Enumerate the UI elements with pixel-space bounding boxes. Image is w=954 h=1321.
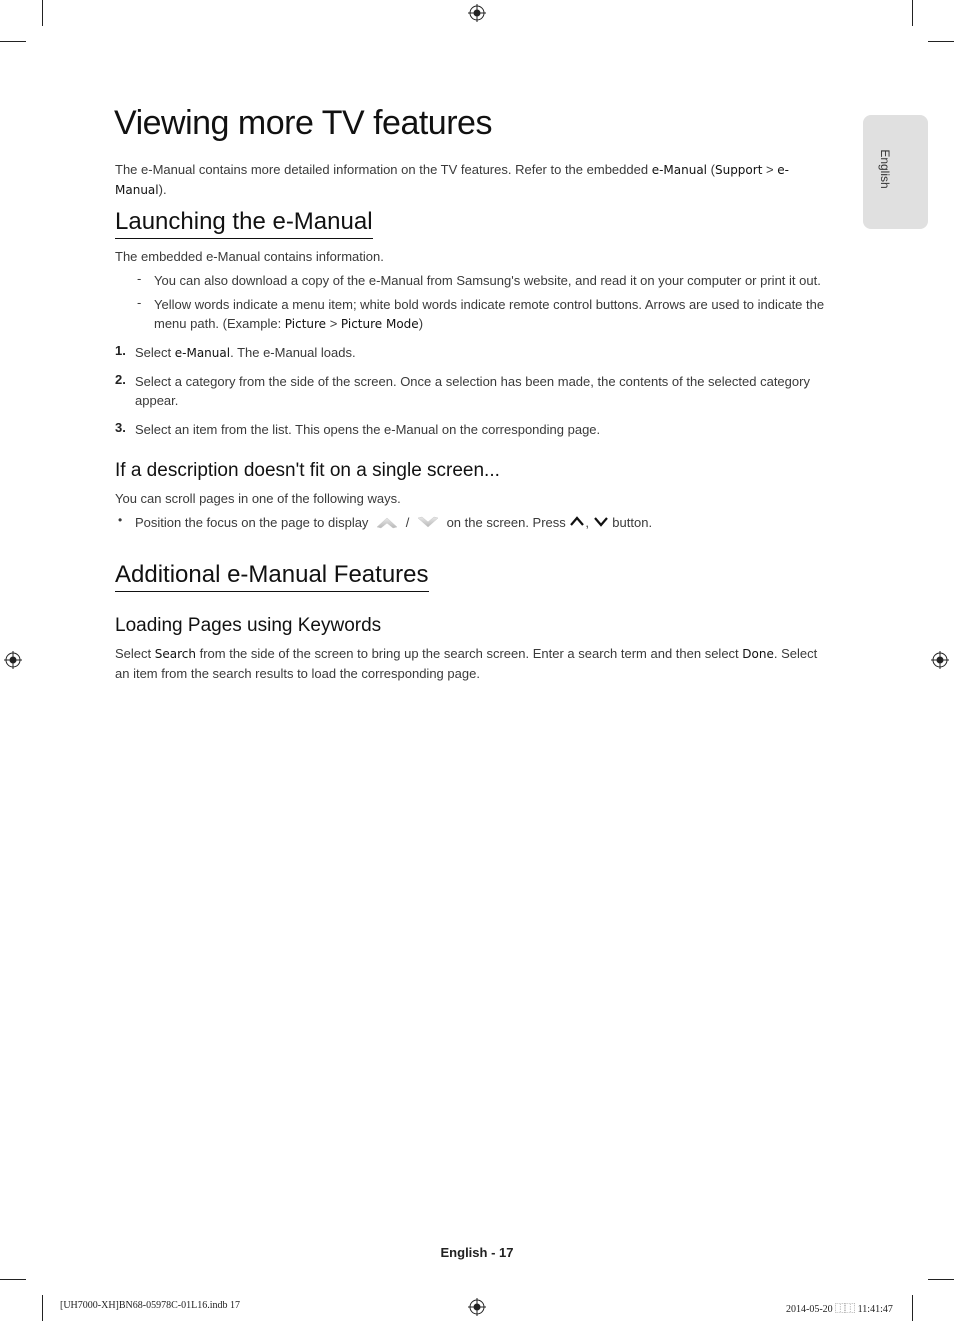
keywords-text-a: Select (115, 646, 155, 661)
intro-paragraph (115, 160, 840, 200)
note-colors (154, 295, 844, 334)
down-arrow-button-icon (593, 515, 609, 527)
registration-mark-icon (4, 651, 22, 669)
registration-mark-icon (468, 1298, 486, 1316)
step-1-text-end: . The e-Manual loads. (230, 345, 356, 360)
menu-separator: > (762, 162, 778, 177)
crop-mark (912, 1295, 913, 1321)
subheading-keywords: Loading Pages using Keywords (115, 615, 382, 636)
crop-mark (0, 41, 26, 42)
up-arrow-button-icon (569, 515, 585, 527)
step-1 (135, 343, 835, 363)
registration-mark-icon (468, 4, 486, 22)
keywords-paragraph (115, 644, 835, 683)
scroll-comma: , (585, 515, 590, 530)
print-slug-left: [UH7000-XH]BN68-05978C-01L16.indb 17 (60, 1300, 240, 1311)
crop-mark (42, 0, 43, 26)
scroll-down-indicator-icon (415, 514, 441, 530)
language-tab-label: English (878, 149, 892, 189)
page-number: English - 17 (440, 1245, 514, 1260)
keywords-text-c: . Select an item from the search results to load the corresponding page. (115, 646, 818, 681)
note-dash: - (137, 271, 142, 286)
step-number: 2. (115, 372, 126, 387)
language-tab (863, 115, 928, 229)
page-title: Viewing more TV features (114, 104, 492, 142)
intro-paren: ( (707, 162, 715, 177)
intro-end: ). (158, 182, 167, 197)
intro-text: The e-Manual contains more detailed information on the TV features. Refer to the embedded (115, 162, 652, 177)
step-3: Select an item from the list. This opens the e-Manual on the corresponding page. (135, 422, 601, 437)
crop-mark (0, 1279, 26, 1280)
section-heading-launching: Launching the e-Manual (115, 208, 373, 239)
step-2: Select a category from the side of the screen. Once a selection has been made, the contents of the selected category appear. (135, 374, 810, 408)
menu-item-support: Support (714, 163, 763, 177)
subheading-scroll: If a description doesn't fit on a single screen... (115, 460, 500, 481)
menu-item-picture: Picture (284, 317, 327, 331)
crop-mark (928, 41, 954, 42)
scroll-text-a: Position the focus on the page to display (135, 515, 369, 530)
note-dash: - (137, 295, 142, 310)
bullet: • (118, 513, 123, 527)
menu-item-emanual: e-Manual (651, 163, 708, 177)
note-colors-text: Yellow words indicate a menu item; white bold words indicate remote control buttons. Arrows are used to indicate the menu path. (Example: (154, 297, 825, 331)
scroll-lead: You can scroll pages in one of the following ways. (115, 491, 401, 506)
menu-item-picture-mode: Picture Mode (340, 317, 419, 331)
note-download: You can also download a copy of the e-Manual from Samsung's website, and read it on your computer or print it out. (154, 273, 821, 288)
keywords-text-b: from the side of the screen to bring up the search screen. Enter a search term and then select (195, 646, 743, 661)
note-colors-end: ) (418, 316, 424, 331)
launching-lead: The embedded e-Manual contains information. (115, 249, 384, 264)
menu-item-search: Search (154, 647, 196, 661)
scroll-up-indicator-icon (374, 514, 400, 530)
step-number: 1. (115, 343, 126, 358)
section-heading-additional: Additional e-Manual Features (115, 561, 429, 592)
scroll-text-c: button. (612, 515, 653, 530)
print-slug-right: 2014-05-20 ⿰⿰ 11:41:47 (786, 1304, 893, 1315)
scroll-slash: / (405, 515, 410, 530)
menu-item-done: Done (742, 647, 774, 661)
menu-item-emanual: e-Manual (115, 163, 789, 197)
crop-mark (912, 0, 913, 26)
step-number: 3. (115, 420, 126, 435)
scroll-text-b: on the screen. Press (446, 515, 566, 530)
menu-separator: > (326, 316, 341, 331)
scroll-instruction (135, 513, 652, 532)
registration-mark-icon (931, 651, 949, 669)
menu-item-emanual: e-Manual (174, 346, 231, 360)
crop-mark (928, 1279, 954, 1280)
step-1-text: Select (135, 345, 175, 360)
crop-mark (42, 1295, 43, 1321)
